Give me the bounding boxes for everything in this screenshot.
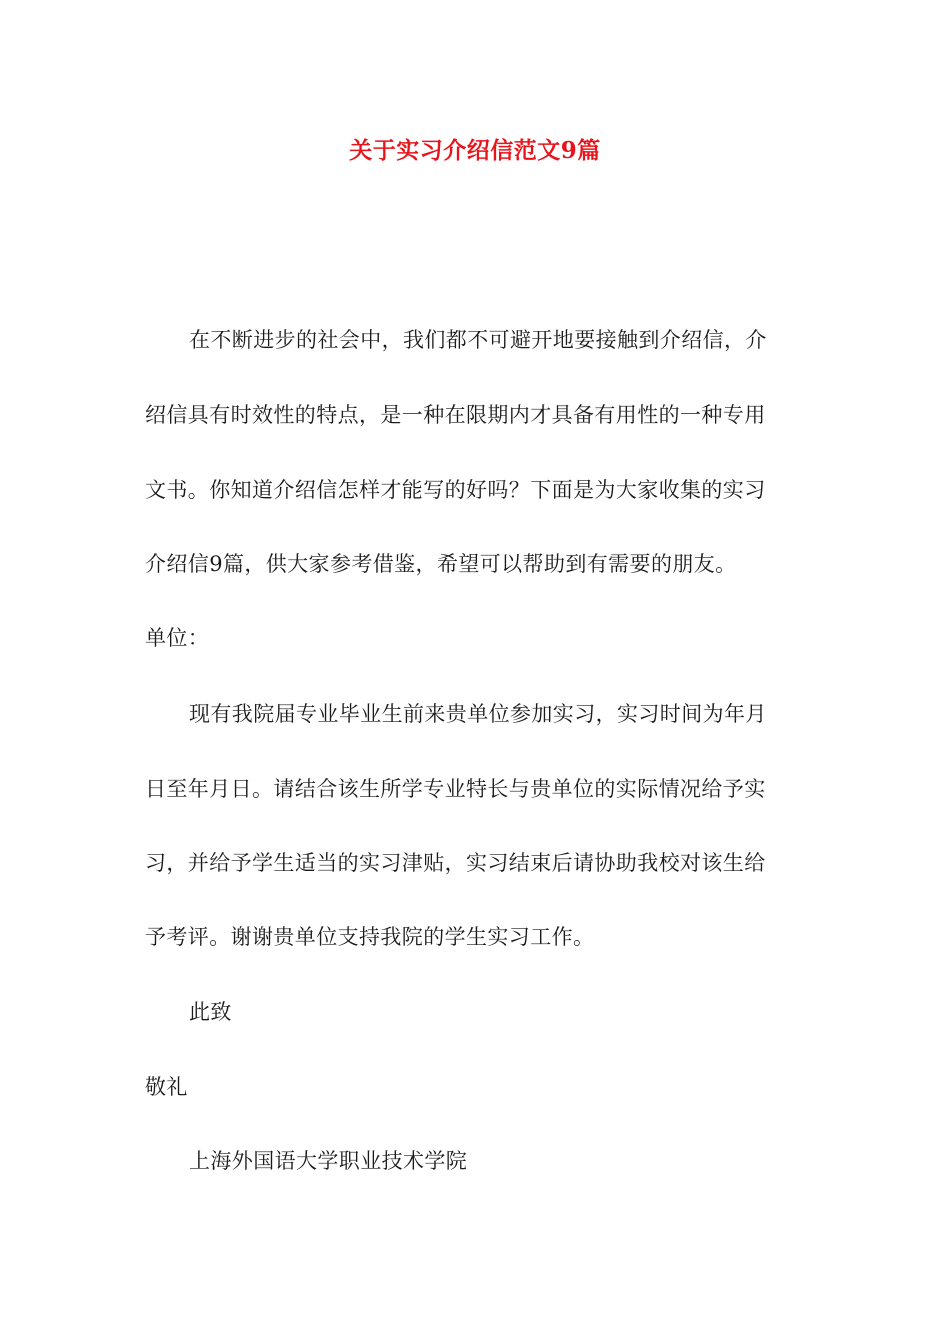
closing-jing-li: 敬礼 xyxy=(145,1075,188,1099)
intro-line-2: 绍信具有时效性的特点，是一种在限期内才具备有用性的一种专用 xyxy=(145,403,766,427)
intro-line-1: 在不断进步的社会中，我们都不可避开地要接触到介绍信，介 xyxy=(189,328,767,352)
salutation: 单位： xyxy=(145,626,210,650)
signature-institution: 上海外国语大学职业技术学院 xyxy=(189,1149,468,1173)
letter-line-4: 予考评。谢谢贵单位支持我院的学生实习工作。 xyxy=(145,925,595,949)
intro-line-3: 文书。你知道介绍信怎样才能写的好吗？下面是为大家收集的实习 xyxy=(145,478,766,502)
letter-line-1: 现有我院届专业毕业生前来贵单位参加实习，实习时间为年月 xyxy=(189,702,767,726)
intro-line-4: 介绍信9篇，供大家参考借鉴，希望可以帮助到有需要的朋友。 xyxy=(145,552,737,576)
letter-line-2: 日至年月日。请结合该生所学专业特长与贵单位的实际情况给予实 xyxy=(145,777,766,801)
document-title: 关于实习介绍信范文9篇 xyxy=(349,137,601,164)
closing-ci-zhi: 此致 xyxy=(189,1000,232,1024)
letter-line-3: 习，并给予学生适当的实习津贴，实习结束后请协助我校对该生给 xyxy=(145,851,766,875)
